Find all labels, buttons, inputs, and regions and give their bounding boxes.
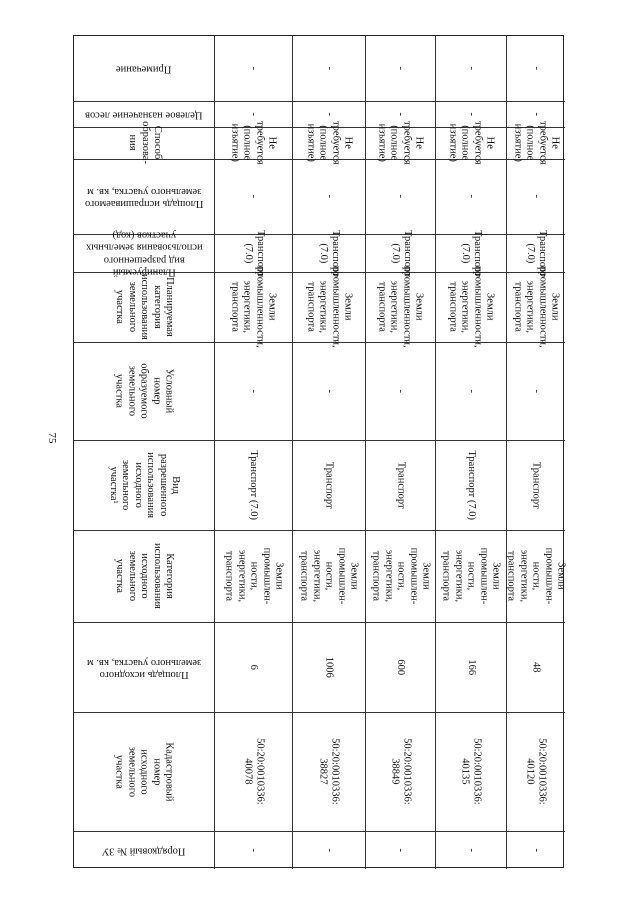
table-cell [435,831,506,869]
cell-text: 50:20:0010336: 40078 [241,738,266,805]
table-cell [214,159,292,234]
cell-text: 6 [248,664,260,670]
header-text: Планируемая категория использования земельного участка [114,274,175,340]
table-cell [292,159,365,234]
table-cell [292,440,365,530]
cell-text: 50:20:0010336: 38849 [388,738,413,805]
table-cell [365,622,435,712]
table-cell [365,831,435,869]
table-cell [365,530,435,622]
header-cell [74,342,214,440]
cell-text: Транспорт (7.0) [389,229,413,277]
table-cell [214,622,292,712]
table-cell [435,530,506,622]
table-cell [506,831,565,869]
cell-text: Не требуется (полное изъятие) [305,121,354,165]
header-text: Условный номер образуемого земельного участка [114,363,175,419]
table-cell [214,36,292,101]
table-cell [292,229,365,277]
cell-text: - [530,389,542,393]
table-cell [292,36,365,101]
header-cell [74,622,214,712]
header-cell [74,101,214,127]
table-cell [292,266,365,348]
table-cell [292,622,365,712]
table-cell [292,342,365,440]
table-cell [506,622,565,712]
header-cell [74,440,214,530]
table-cell [365,342,435,440]
cell-text: Транспорт (7.0) [459,229,483,277]
cell-text: 50:20:0010336: 40135 [459,738,483,805]
table-cell [214,229,292,277]
header-text: Площадь испрашиваемого земельного участка, кв. м [84,185,204,209]
header-text: Площадь исходного земельного участка, кв. м [86,656,202,680]
table-cell [214,266,292,348]
cell-text: - [465,848,477,852]
table-cell [435,342,506,440]
table-cell [506,229,565,277]
table-cell [214,530,292,622]
table-cell [506,530,565,622]
header-text: Планируемый вид разрешенного использования земельных участков (код) [85,229,203,278]
cell-text: - [323,194,335,199]
cell-text: 166 [465,659,477,675]
cell-text: Не требуется (полное изъятие) [229,121,278,165]
cell-text: - [530,66,542,71]
table-cell [292,121,365,165]
cell-text: - [530,848,542,852]
cell-text: Транспорт (7.0) [248,450,260,520]
table-cell [435,266,506,348]
table-cell [435,159,506,234]
table-cell [214,440,292,530]
table-cell [292,530,365,622]
cell-text: Земли промышлен- ности, энергетики, транспорта [223,547,284,605]
cell-text: - [323,848,335,852]
page-number: 75 [46,432,58,444]
table-cell [506,342,565,440]
table-cell [214,342,292,440]
table-cell [292,101,365,127]
cell-text: - [530,194,542,199]
cell-text: Транспорт (7.0) [242,229,266,277]
cell-text: 50:20:0010336: 40120 [524,738,548,805]
cell-text: Земли промышленности, энергетики, транспорта [229,266,278,348]
cell-text: - [395,112,407,116]
table-cell [292,712,365,831]
table-cell [506,121,565,165]
cell-text: Транспорт [395,461,407,509]
cell-text: Земли промышлен- ности, энергетики, транспорта [440,547,502,605]
table-cell [214,121,292,165]
table-cell [292,831,365,869]
cell-text: 48 [530,661,542,673]
header-cell [74,229,214,278]
cell-text: Транспорт (7.0) [317,229,341,277]
table-cell [365,121,435,165]
header-text: Целевое назначение лесов [85,109,203,121]
header-text: Примечание [116,63,172,75]
cell-text: Не требуется (полное изъятие) [512,121,561,165]
cell-text: Транспорт [323,461,335,509]
table-cell [435,622,506,712]
cell-text: - [248,112,260,116]
table-cell [365,159,435,234]
cell-text: - [323,112,335,116]
header-text: Порядковый № ЗУ [102,845,186,857]
table-cell [435,440,506,530]
table-cell [435,101,506,127]
table-cell [435,121,506,165]
cell-text: - [530,112,542,116]
cell-text: - [323,389,335,393]
table-cell [365,101,435,127]
table-cell [506,440,565,530]
table-cell [506,712,565,831]
table-cell [506,159,565,234]
cell-text: - [248,66,260,71]
header-text: Категория использования исходного земельного участка [114,543,175,609]
cell-text: - [465,66,477,71]
header-cell [74,712,214,831]
cell-text: Транспорт [530,461,542,509]
table-cell [365,229,435,277]
cell-text: - [465,194,477,199]
cell-text: - [395,389,407,393]
header-cell [74,159,214,234]
table-cell [435,36,506,101]
cell-text: Земли промышленности, энергетики, транспорта [447,266,496,348]
table-cell [506,101,565,127]
cell-text: Земли промышлен- ности, энергетики, транспорта [298,547,360,605]
cell-text: Земли промышленности, энергетики, транспорта [512,266,561,348]
header-cell [74,272,214,342]
cell-text: Земли промышленности, энергетики, транспорта [305,266,354,348]
table-cell [365,712,435,831]
cell-text: - [248,389,260,393]
table-cell [506,36,565,101]
header-cell [74,831,214,869]
cell-text: Не требуется (полное изъятие) [376,121,425,165]
cell-text: - [465,112,477,116]
header-cell [74,36,214,101]
header-text: Вид разрешенного использования исходного земельного участка¹ [108,452,182,518]
cell-text: - [248,194,260,199]
cell-text: 600 [395,659,407,675]
land-plots-table [73,35,567,868]
cell-text: Транспорт (7.0) [465,450,477,520]
cell-text: 50:20:0010336: 38827 [317,738,341,805]
cell-text: - [248,848,260,852]
table-cell [365,440,435,530]
header-cell [74,530,214,622]
cell-text: Земли промышленности, энергетики, транспорта [376,266,425,348]
cell-text: Транспорт (7.0) [524,229,548,277]
header-text: Способ образова- ния [126,121,163,165]
cell-text: - [323,66,335,71]
table-cell [214,831,292,869]
header-cell [74,121,214,165]
cell-text: Земли промышлен- ности, энергетики, транспорта [505,547,567,605]
cell-text: Не требуется (полное изъятие) [447,121,496,165]
table-cell [435,229,506,277]
cell-text: Земли промышлен- ности, энергетики, транспорта [370,547,431,605]
table-cell [365,266,435,348]
cell-text: - [395,194,407,199]
table-cell [435,712,506,831]
cell-text: - [465,389,477,393]
table-cell [365,36,435,101]
table-cell [506,266,565,348]
cell-text: - [395,66,407,71]
cell-text: - [395,848,407,852]
cell-text: 1006 [323,656,335,678]
table-cell [214,101,292,127]
table-cell [214,712,292,831]
header-text: Кадастровый номер исходного земельного участка [114,741,175,802]
